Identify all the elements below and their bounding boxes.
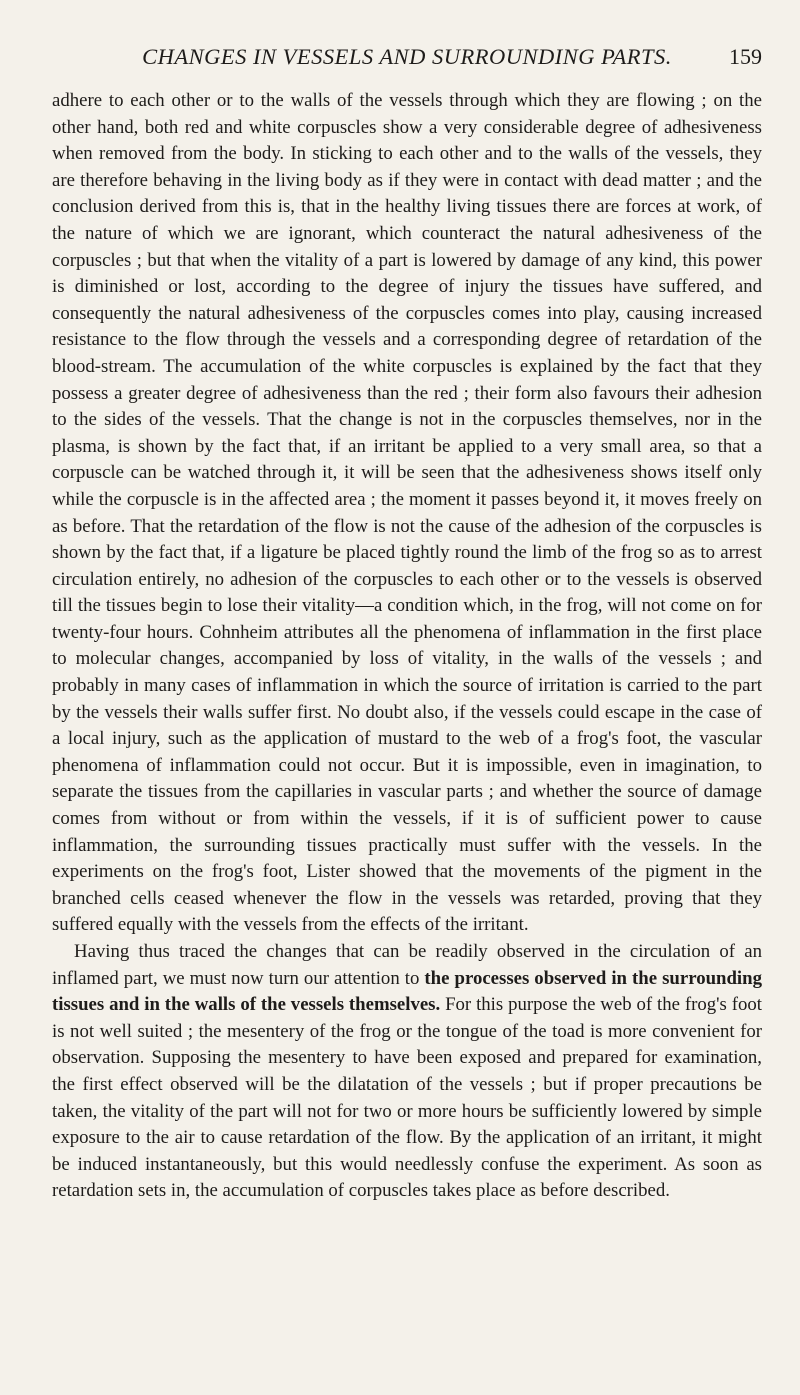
paragraph-2-rest: For this purpose the web of the frog's foot is not well suited ; the mesentery of the frog or the tongue of the toad is more convenient for observation. Supposing the mesentery to have been exposed and prepared for examination, the first effect observed will be the dilatation of the vessels ; but if proper precautions be taken, the vitality of the part will not for two or more hours be sufficiently lowered by simple exposure to the air to cause retardation of the flow. By the application of an irritant, it might be induced instantaneously, but this would needlessly confuse the experiment. As soon as retardation sets in, the accumulation of corpuscles takes place as before described. (52, 994, 762, 1202)
running-title: CHANGES IN VESSELS AND SURROUNDING PARTS. (142, 44, 672, 69)
paragraph-2-lead: Having thus traced the changes that can be readily observed in the circulation of an inflamed part, we must now turn our attention to (52, 941, 762, 989)
body-text (52, 88, 762, 1205)
paragraph-1: adhere to each other or to the walls of the vessels through which they are flowing ; on the other hand, both red and white corpuscles show a very considerable degree of adhesiveness when removed from the body. In sticking to each other and to the walls of the vessels, they are therefore behaving in the living body as if they were in contact with dead matter ; and the conclusion derived from this is, that in the healthy living tissues there are forces at work, of the nature of which we are ignorant, which counteract the natural adhesiveness of the corpuscles ; but that when the vitality of a part is lowered by damage of any kind, this power is diminished or lost, according to the degree of injury the tissues have suffered, and consequently the natural adhesiveness of the corpuscles comes into play, causing increased resistance to the flow through the vessels and a corresponding degree of retardation of the blood-stream. The accumulation of the white corpuscles is explained by the fact that they possess a greater degree of adhesiveness than the red ; their form also favours their adhesion to the sides of the vessels. That the change is not in the corpuscles themselves, nor in the plasma, is shown by the fact that, if an irritant be applied to a very small area, so that a corpuscle can be watched through it, it will be seen that the adhesiveness shows itself only while the corpuscle is in the affected area ; the moment it passes beyond it, it moves freely on as before. That the retardation of the flow is not the cause of the adhesion of the corpuscles is shown by the fact that, if a ligature be placed tightly round the limb of the frog so as to arrest circulation entirely, no adhesion of the corpuscles to each other or to the vessels is observed till the tissues begin to lose their vitality—a condition which, in the frog, will not come on for twenty-four hours. Cohnheim attributes all the phenomena of inflammation in the first place to molecular changes, accompanied by loss of vitality, in the walls of the vessels ; and probably in many cases of inflammation in which the source of irritation is carried to the part by the vessels their walls suffer first. No doubt also, if the vessels could escape in the case of a local injury, such as the application of mustard to the web of a frog's foot, the vascular phenomena of inflammation could not occur. But it is impossible, even in imagination, to separate the tissues from the capillaries in vascular parts ; and whether the source of damage comes from without or from within the vessels, if it is of sufficient power to cause inflammation, the surrounding tissues practically must suffer with the vessels. In the experiments on the frog's foot, Lister showed that the movements of the pigment in the branched cells ceased whenever the flow in the vessels was retarded, proving that they suffered equally with the vessels from the effects of the irritant. (52, 90, 762, 936)
paragraph-2-bold-phrase: the processes observed in the surrounding tissues and in the walls of the vessels themselves. (52, 967, 762, 1016)
paragraph-2 (52, 939, 762, 1205)
running-head (52, 44, 762, 80)
page-number: 159 (729, 44, 762, 69)
